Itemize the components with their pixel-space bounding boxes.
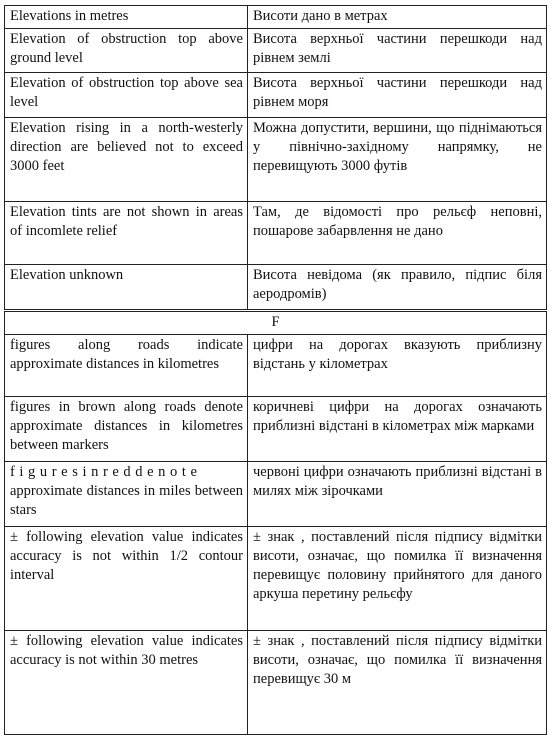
table-row: [5, 397, 547, 462]
term-continuation: approximate distances in miles between stars: [10, 483, 243, 518]
ukrainian-translation: ± знак , поставлений після підпису відмітки висоти, означає, що помилка її визначення перевищує половину прийнятого для даного аркуша перетину рельєфу: [248, 527, 547, 631]
table-row: [5, 29, 547, 73]
table-row: [5, 462, 547, 527]
english-term: figures along roads indicate approximate distances in kilometres: [5, 335, 248, 397]
ukrainian-translation: Можна допустити, вершини, що піднімаються у північно-західному напрямку, не перевищують 3000 футів: [248, 118, 547, 202]
table-row: [5, 631, 547, 735]
english-term: Elevation of obstruction top above ground level: [5, 29, 248, 73]
table-row: [5, 118, 547, 202]
table-row: [5, 6, 547, 29]
section-letter: F: [5, 311, 547, 335]
ukrainian-translation: Висоти дано в метрах: [248, 6, 547, 29]
table-row: [5, 527, 547, 631]
ukrainian-translation: червоні цифри означають приблизні відстані в милях між зірочками: [248, 462, 547, 527]
section-header-row: [5, 311, 547, 335]
english-term: figures in brown along roads denote approximate distances in kilometres between markers: [5, 397, 248, 462]
english-term: ± following elevation value indicates accuracy is not within 1/2 contour interval: [5, 527, 248, 631]
glossary-table: [4, 5, 547, 735]
ukrainian-translation: ± знак , поставлений після підпису відмітки висоти, означає, що помилка її визначення перевищує 30 м: [248, 631, 547, 735]
ukrainian-translation: Там, де відомості про рельєф неповні, пошарове забарвлення не дано: [248, 202, 547, 265]
spaced-term-start: figuresinreddenote: [10, 464, 202, 480]
english-term: Elevation rising in a north-westerly direction are believed not to exceed 3000 feet: [5, 118, 248, 202]
table-row: [5, 335, 547, 397]
ukrainian-translation: коричневі цифри на дорогах означають приблизні відстані в кілометрах між марками: [248, 397, 547, 462]
ukrainian-translation: цифри на дорогах вказують приблизну відстань у кілометрах: [248, 335, 547, 397]
english-term: ± following elevation value indicates accuracy is not within 30 metres: [5, 631, 248, 735]
table-row: [5, 265, 547, 311]
english-term: Elevation tints are not shown in areas of incomlete relief: [5, 202, 248, 265]
english-term: Elevation unknown: [5, 265, 248, 311]
ukrainian-translation: Висота верхньої частини перешкоди над рівнем моря: [248, 73, 547, 118]
table-row: [5, 202, 547, 265]
english-term: Elevation of obstruction top above sea level: [5, 73, 248, 118]
table-row: [5, 73, 547, 118]
ukrainian-translation: Висота невідома (як правило, підпис біля аеродромів): [248, 265, 547, 311]
english-term: [5, 462, 248, 527]
ukrainian-translation: Висота верхньої частини перешкоди над рівнем землі: [248, 29, 547, 73]
english-term: Elevations in metres: [5, 6, 248, 29]
